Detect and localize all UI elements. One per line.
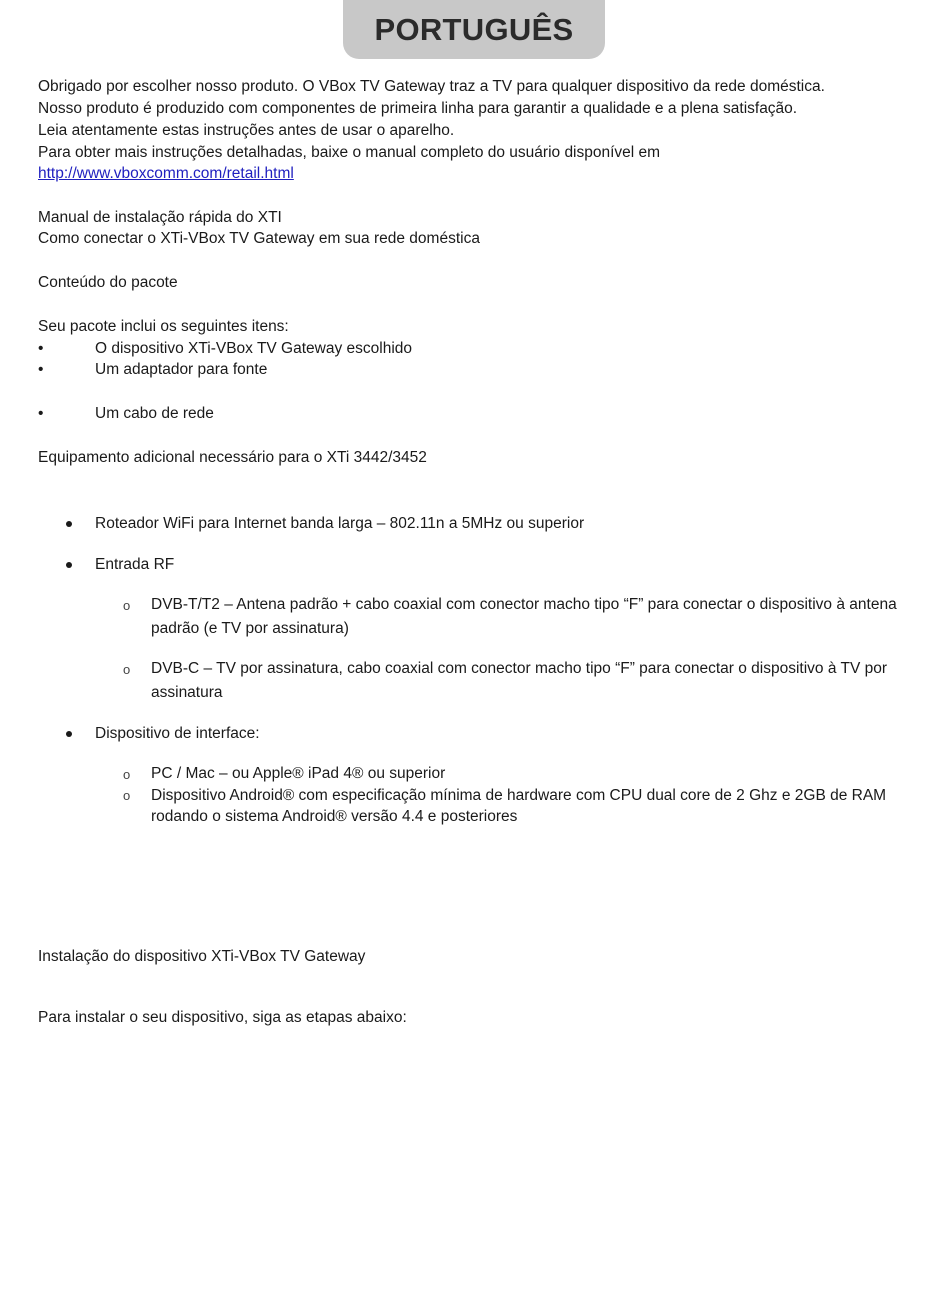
sub-bullet-circle: o [123, 767, 131, 782]
rf-sub-item-dvbc: DVB-C – TV por assinatura, cabo coaxial com conector macho tipo “F” para conectar o dispositivo à TV por assinatura [151, 660, 888, 701]
package-item-cable: Um cabo de rede [95, 405, 214, 422]
equipment-item-rf-input: Entrada RF [95, 556, 175, 573]
equipment-heading: Equipamento adicional necessário para o XTi 3442/3452 [38, 449, 427, 466]
package-item-adapter: Um adaptador para fonte [95, 361, 268, 378]
rf-sub-item-dvbt: DVB-T/T2 – Antena padrão + cabo coaxial com conector macho tipo “F” para conectar o dispositivo à antena padrão (e TV por assinatura) [151, 596, 897, 637]
equipment-item-interface: Dispositivo de interface: [95, 725, 260, 742]
list-bullet-dot [66, 521, 72, 527]
intro-line-2: Nosso produto é produzido com componentes de primeira linha para garantir a qualidade e a plena satisfação. [38, 100, 798, 117]
package-lead: Seu pacote inclui os seguintes itens: [38, 318, 289, 335]
sub-bullet-circle: o [123, 662, 131, 677]
guide-subtitle: Como conectar o XTi-VBox TV Gateway em sua rede doméstica [38, 230, 480, 247]
package-bullet: • [38, 340, 44, 357]
language-tab-header: PORTUGUÊS [343, 0, 605, 59]
intro-line-1: Obrigado por escolher nosso produto. O VBox TV Gateway traz a TV para qualquer dispositivo da rede doméstica. [38, 78, 825, 95]
list-bullet-dot [66, 731, 72, 737]
intro-line-4: Para obter mais instruções detalhadas, baixe o manual completo do usuário disponível em [38, 144, 661, 161]
package-bullet: • [38, 361, 44, 378]
guide-title: Manual de instalação rápida do XTI [38, 209, 282, 226]
iface-sub-item-pc-mac: PC / Mac – ou Apple® iPad 4® ou superior [151, 765, 446, 782]
list-bullet-dot [66, 562, 72, 568]
install-heading: Instalação do dispositivo XTi-VBox TV Gateway [38, 948, 366, 965]
sub-bullet-circle: o [123, 598, 131, 613]
package-bullet: • [38, 405, 44, 422]
sub-bullet-circle: o [123, 788, 131, 803]
package-item-device: O dispositivo XTi-VBox TV Gateway escolhido [95, 340, 413, 357]
equipment-item-router: Roteador WiFi para Internet banda larga – 802.11n a 5MHz ou superior [95, 515, 585, 532]
manual-download-link[interactable]: http://www.vboxcomm.com/retail.html [38, 165, 294, 182]
package-heading: Conteúdo do pacote [38, 274, 178, 291]
install-lead: Para instalar o seu dispositivo, siga as etapas abaixo: [38, 1009, 407, 1026]
iface-sub-item-android: Dispositivo Android® com especificação mínima de hardware com CPU dual core de 2 Ghz e 2GB de RAM rodando o sistema Android® versão 4.4 e posteriores [151, 787, 887, 825]
intro-line-3: Leia atentamente estas instruções antes de usar o aparelho. [38, 122, 455, 139]
